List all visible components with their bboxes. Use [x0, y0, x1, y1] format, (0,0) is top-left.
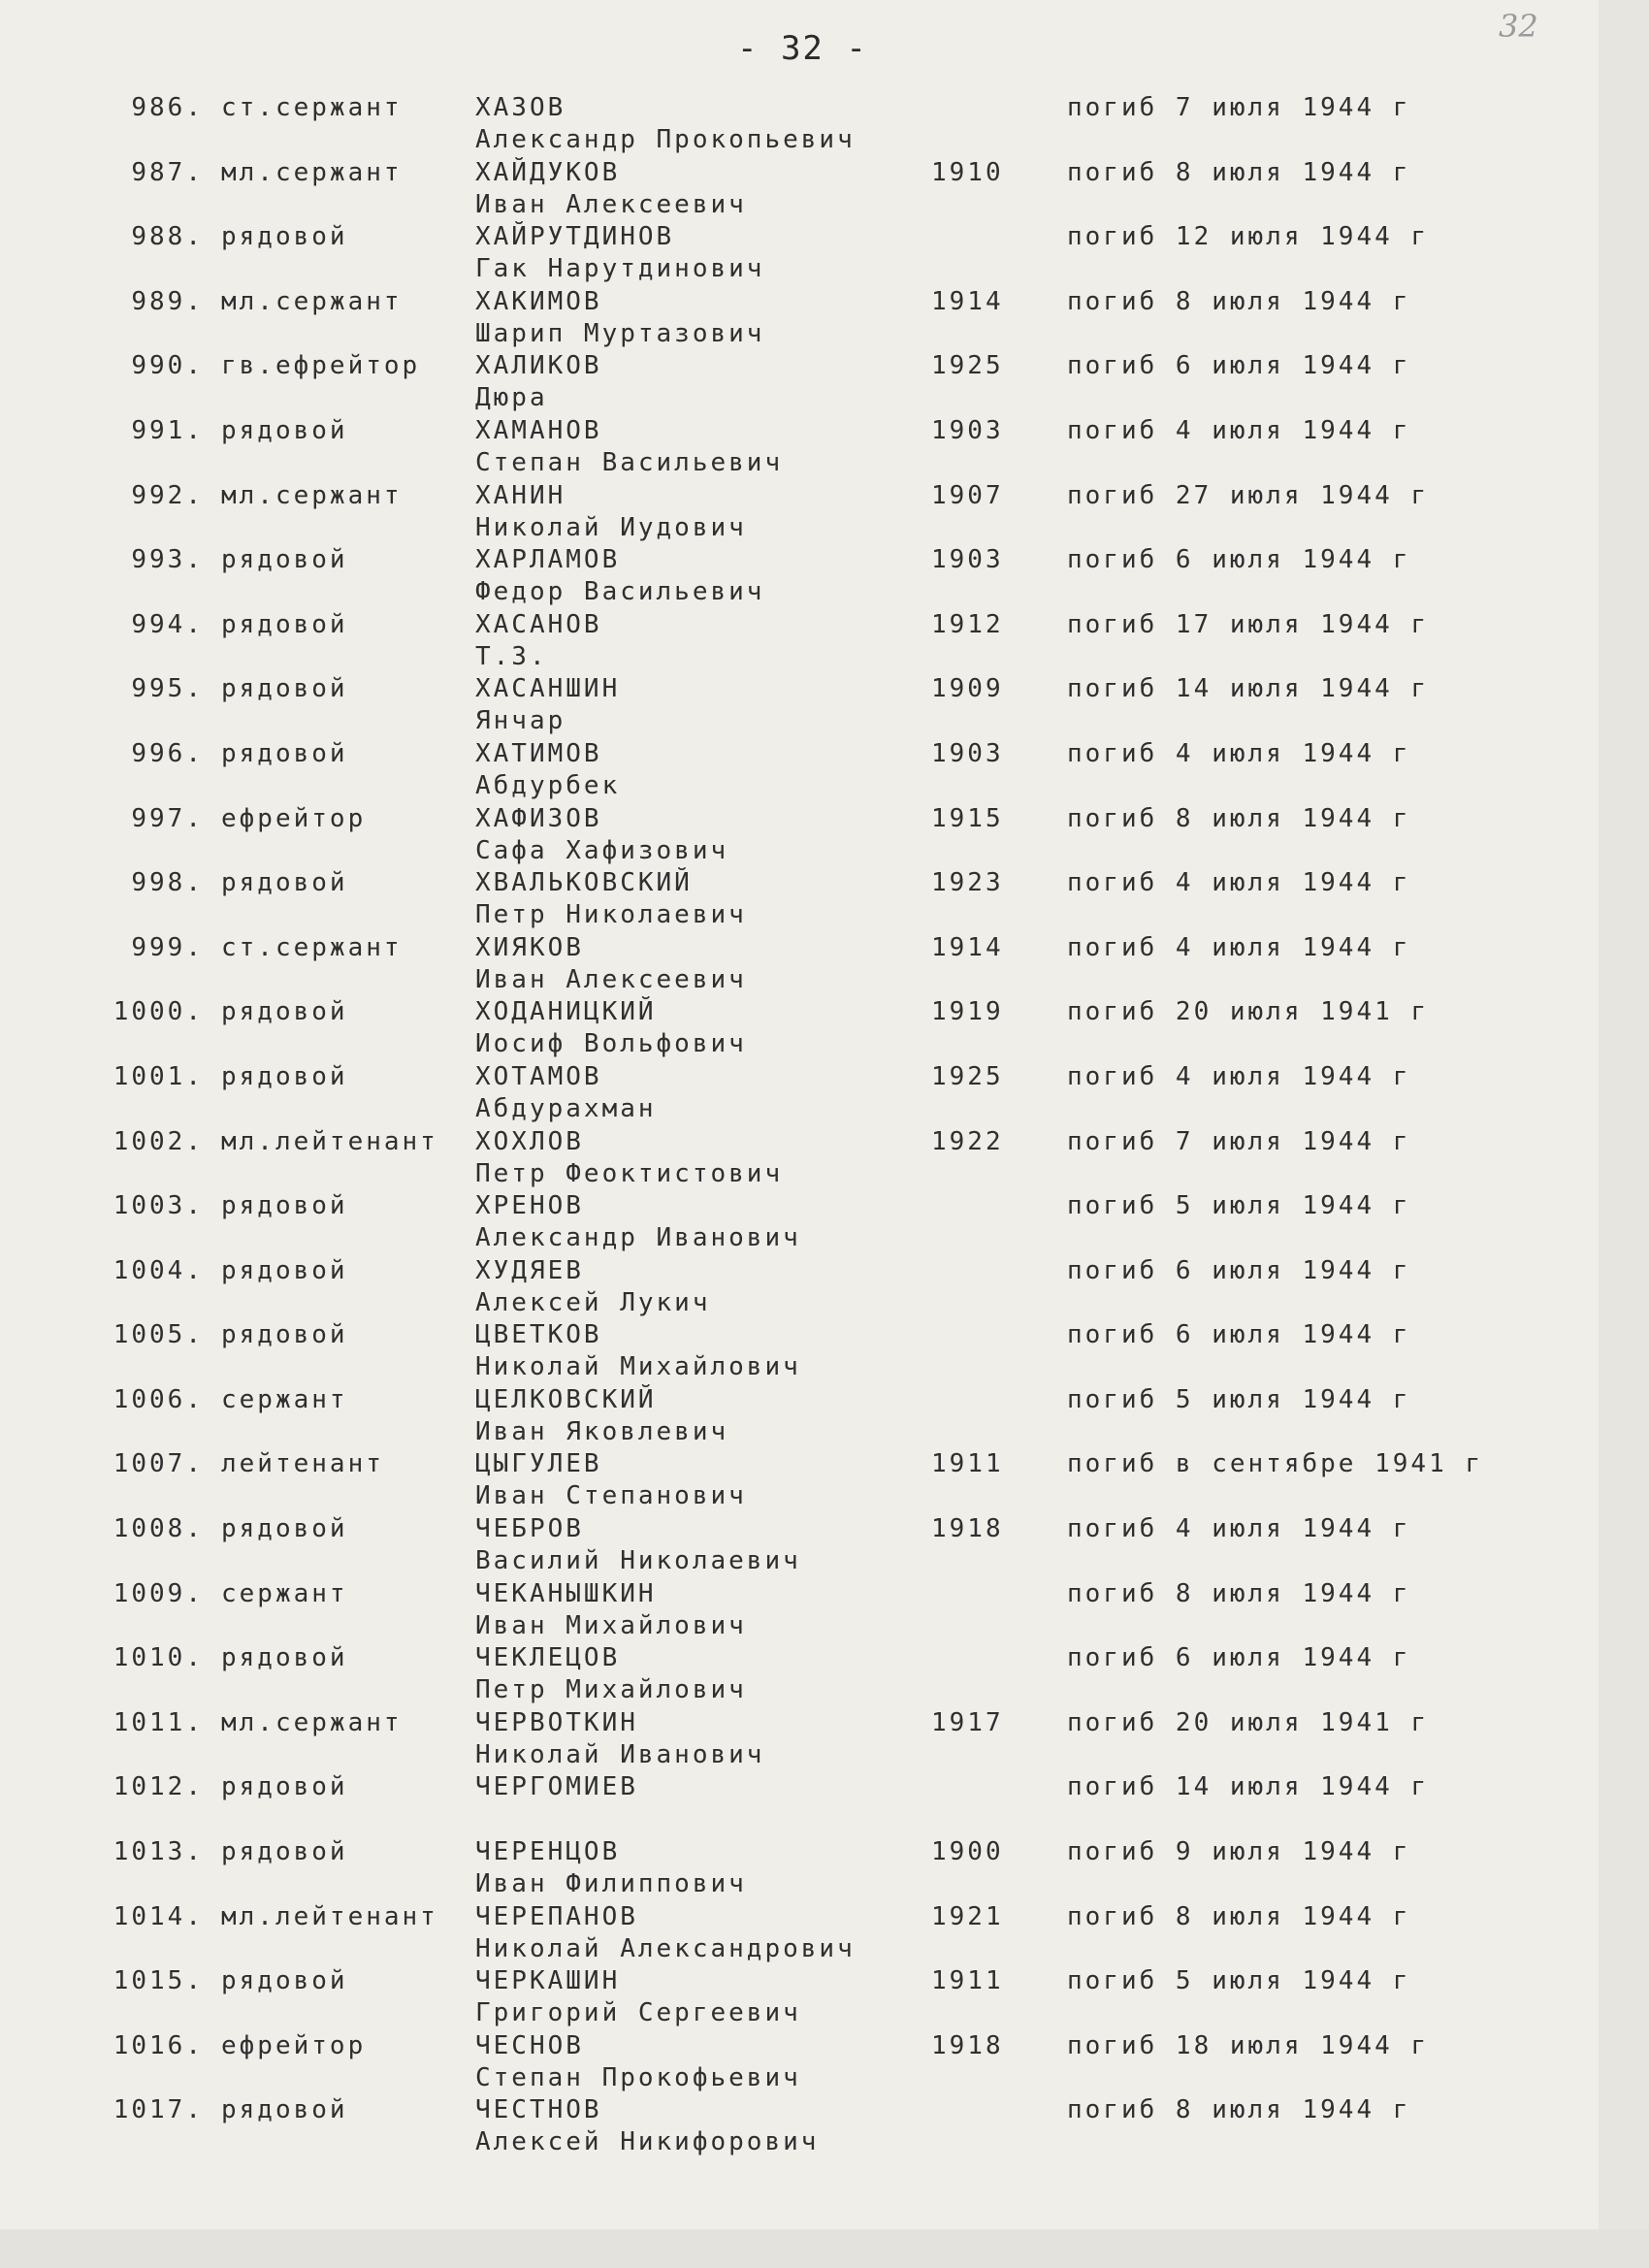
entry-number: 995.	[131, 674, 204, 704]
entry-number: 987.	[131, 157, 204, 187]
birth-year: 1925	[931, 351, 1004, 381]
given-names: Петр Николаевич	[475, 900, 747, 930]
rank: сержант	[221, 1578, 348, 1608]
entry-number: 989.	[131, 286, 204, 316]
fate: погиб 20 июля 1941 г	[1067, 1707, 1430, 1737]
entry-number: 1011.	[113, 1707, 204, 1737]
rank: рядовой	[221, 1320, 348, 1350]
birth-year: 1922	[931, 1126, 1004, 1156]
fate: погиб 8 июля 1944 г	[1067, 2095, 1411, 2125]
rank: рядовой	[221, 545, 348, 575]
surname: ХАФИЗОВ	[475, 803, 602, 833]
surname: ХАЙДУКОВ	[475, 157, 621, 187]
surname: ЧЕСНОВ	[475, 2030, 584, 2060]
list-item	[0, 1708, 1649, 1773]
surname: ЧЕКАНЫШКИН	[475, 1578, 657, 1608]
birth-year: 1915	[931, 803, 1004, 833]
given-names: Николай Иудович	[475, 512, 747, 542]
entry-number: 999.	[131, 932, 204, 962]
fate: погиб 5 июля 1944 г	[1067, 1191, 1411, 1221]
surname: ЧЕБРОВ	[475, 1514, 584, 1544]
rank: рядовой	[221, 1514, 348, 1544]
given-names: Дюра	[475, 383, 548, 413]
fate: погиб 9 июля 1944 г	[1067, 1837, 1411, 1867]
entry-number: 997.	[131, 803, 204, 833]
entry-number: 1003.	[113, 1191, 204, 1221]
fate: погиб 18 июля 1944 г	[1067, 2030, 1430, 2060]
rank: рядовой	[221, 674, 348, 704]
fate: погиб 6 июля 1944 г	[1067, 1643, 1411, 1673]
birth-year: 1903	[931, 415, 1004, 445]
entry-number: 992.	[131, 480, 204, 510]
list-item	[0, 739, 1649, 804]
fate: погиб 8 июля 1944 г	[1067, 803, 1411, 833]
rank: рядовой	[221, 1643, 348, 1673]
rank: рядовой	[221, 609, 348, 639]
fate: погиб 6 июля 1944 г	[1067, 351, 1411, 381]
birth-year: 1914	[931, 286, 1004, 316]
rank: ефрейтор	[221, 2030, 367, 2060]
entry-number: 1014.	[113, 1901, 204, 1931]
rank: рядовой	[221, 1966, 348, 1996]
fate: погиб 14 июля 1944 г	[1067, 674, 1430, 704]
list-item	[0, 2031, 1649, 2096]
entry-number: 1015.	[113, 1966, 204, 1996]
surname: ХАЙРУТДИНОВ	[475, 222, 675, 252]
list-item	[0, 1062, 1649, 1127]
list-item	[0, 481, 1649, 546]
birth-year: 1909	[931, 674, 1004, 704]
surname: ХОХЛОВ	[475, 1126, 584, 1156]
surname: ХАМАНОВ	[475, 415, 602, 445]
birth-year: 1910	[931, 157, 1004, 187]
given-names: Абдурахман	[475, 1093, 657, 1123]
entry-number: 991.	[131, 415, 204, 445]
surname: ЧЕРЕПАНОВ	[475, 1901, 638, 1931]
entry-number: 1017.	[113, 2095, 204, 2125]
given-names: Иван Степанович	[475, 1481, 747, 1511]
fate: погиб 4 июля 1944 г	[1067, 868, 1411, 898]
casualty-list	[0, 93, 1649, 2160]
birth-year: 1911	[931, 1449, 1004, 1479]
given-names: Александр Иванович	[475, 1223, 801, 1253]
list-item	[0, 222, 1649, 287]
birth-year: 1918	[931, 2030, 1004, 2060]
birth-year: 1900	[931, 1837, 1004, 1867]
entry-number: 1007.	[113, 1449, 204, 1479]
fate: погиб 6 июля 1944 г	[1067, 1255, 1411, 1285]
list-item	[0, 351, 1649, 416]
fate: погиб 8 июля 1944 г	[1067, 1578, 1411, 1608]
list-item	[0, 545, 1649, 610]
entry-number: 1004.	[113, 1255, 204, 1285]
list-item	[0, 1320, 1649, 1385]
entry-number: 998.	[131, 868, 204, 898]
rank: мл.сержант	[221, 286, 403, 316]
surname: ХУДЯЕВ	[475, 1255, 584, 1285]
list-item	[0, 1837, 1649, 1902]
surname: ХАНИН	[475, 480, 566, 510]
rank: рядовой	[221, 1061, 348, 1091]
surname: ХАСАНШИН	[475, 674, 621, 704]
list-item	[0, 2095, 1649, 2160]
entry-number: 994.	[131, 609, 204, 639]
surname: ЦЕЛКОВСКИЙ	[475, 1384, 657, 1414]
fate: погиб в сентябре 1941 г	[1067, 1449, 1484, 1479]
surname: ХОТАМОВ	[475, 1061, 602, 1091]
entry-number: 1000.	[113, 997, 204, 1027]
given-names: Федор Васильевич	[475, 577, 765, 607]
rank: мл.сержант	[221, 157, 403, 187]
entry-number: 1006.	[113, 1384, 204, 1414]
rank: рядовой	[221, 868, 348, 898]
list-item	[0, 416, 1649, 481]
list-item	[0, 93, 1649, 158]
surname: ЦВЕТКОВ	[475, 1320, 602, 1350]
given-names: Абдурбек	[475, 770, 621, 800]
entry-number: 1008.	[113, 1514, 204, 1544]
rank: мл.сержант	[221, 1707, 403, 1737]
fate: погиб 4 июля 1944 г	[1067, 415, 1411, 445]
fate: погиб 12 июля 1944 г	[1067, 222, 1430, 252]
list-item	[0, 933, 1649, 998]
rank: рядовой	[221, 415, 348, 445]
page-number: - 32 -	[737, 29, 868, 68]
rank: ст.сержант	[221, 932, 403, 962]
fate: погиб 27 июля 1944 г	[1067, 480, 1430, 510]
fate: погиб 8 июля 1944 г	[1067, 1901, 1411, 1931]
birth-year: 1925	[931, 1061, 1004, 1091]
list-item	[0, 1514, 1649, 1579]
surname: ХАТИМОВ	[475, 738, 602, 768]
given-names: Алексей Никифорович	[475, 2127, 820, 2157]
list-item	[0, 1643, 1649, 1708]
rank: рядовой	[221, 2095, 348, 2125]
fate: погиб 17 июля 1944 г	[1067, 609, 1430, 639]
list-item	[0, 1127, 1649, 1192]
birth-year: 1923	[931, 868, 1004, 898]
entry-number: 986.	[131, 93, 204, 122]
given-names: Петр Феоктистович	[475, 1158, 784, 1188]
fate: погиб 8 июля 1944 г	[1067, 286, 1411, 316]
rank: рядовой	[221, 222, 348, 252]
list-item	[0, 997, 1649, 1062]
rank: рядовой	[221, 1191, 348, 1221]
fate: погиб 4 июля 1944 г	[1067, 1061, 1411, 1091]
fate: погиб 6 июля 1944 г	[1067, 545, 1411, 575]
rank: мл.лейтенант	[221, 1126, 438, 1156]
fate: погиб 14 июля 1944 г	[1067, 1772, 1430, 1802]
list-item	[0, 1902, 1649, 1967]
given-names: Алексей Лукич	[475, 1287, 711, 1317]
entry-number: 1001.	[113, 1061, 204, 1091]
list-item	[0, 1579, 1649, 1644]
birth-year: 1914	[931, 932, 1004, 962]
given-names: Иван Алексеевич	[475, 964, 747, 994]
entry-number: 1005.	[113, 1320, 204, 1350]
scan-edge-bottom	[0, 2229, 1649, 2268]
given-names: Иван Михайлович	[475, 1610, 747, 1640]
surname: ХАРЛАМОВ	[475, 545, 621, 575]
entry-number: 993.	[131, 545, 204, 575]
rank: сержант	[221, 1384, 348, 1414]
entry-number: 1009.	[113, 1578, 204, 1608]
given-names: Николай Иванович	[475, 1739, 765, 1769]
surname: ХАЛИКОВ	[475, 351, 602, 381]
surname: ХАЗОВ	[475, 93, 566, 122]
entry-number: 990.	[131, 351, 204, 381]
surname: ХИЯКОВ	[475, 932, 584, 962]
rank: рядовой	[221, 1255, 348, 1285]
rank: ефрейтор	[221, 803, 367, 833]
list-item	[0, 1191, 1649, 1256]
given-names: Иван Филиппович	[475, 1869, 747, 1899]
list-item	[0, 1449, 1649, 1514]
fate: погиб 20 июля 1941 г	[1067, 997, 1430, 1027]
rank: лейтенант	[221, 1449, 384, 1479]
given-names: Сафа Хафизович	[475, 835, 729, 865]
fate: погиб 7 июля 1944 г	[1067, 93, 1411, 122]
entry-number: 1013.	[113, 1837, 204, 1867]
entry-number: 1010.	[113, 1643, 204, 1673]
rank: рядовой	[221, 997, 348, 1027]
given-names: Николай Михайлович	[475, 1352, 801, 1382]
rank: рядовой	[221, 1772, 348, 1802]
given-names: Григорий Сергеевич	[475, 1998, 801, 2028]
given-names: Янчар	[475, 706, 566, 736]
given-names: Степан Васильевич	[475, 447, 784, 477]
given-names: Василий Николаевич	[475, 1546, 801, 1576]
fate: погиб 7 июля 1944 г	[1067, 1126, 1411, 1156]
rank: рядовой	[221, 738, 348, 768]
given-names: Степан Прокофьевич	[475, 2062, 801, 2092]
surname: ХАКИМОВ	[475, 286, 602, 316]
given-names: Петр Михайлович	[475, 1675, 747, 1705]
given-names: Александр Прокопьевич	[475, 125, 856, 154]
rank: гв.ефрейтор	[221, 351, 421, 381]
rank: мл.лейтенант	[221, 1901, 438, 1931]
rank: ст.сержант	[221, 93, 403, 122]
list-item	[0, 674, 1649, 739]
fate: погиб 4 июля 1944 г	[1067, 738, 1411, 768]
list-item	[0, 1966, 1649, 2031]
rank: мл.сержант	[221, 480, 403, 510]
surname: ЧЕРЕНЦОВ	[475, 1837, 621, 1867]
given-names: Иван Яковлевич	[475, 1416, 729, 1446]
birth-year: 1907	[931, 480, 1004, 510]
entry-number: 1002.	[113, 1126, 204, 1156]
given-names: Иосиф Вольфович	[475, 1029, 747, 1059]
rank: рядовой	[221, 1837, 348, 1867]
fate: погиб 5 июля 1944 г	[1067, 1966, 1411, 1996]
given-names: Иван Алексеевич	[475, 189, 747, 219]
birth-year: 1903	[931, 545, 1004, 575]
given-names: Николай Александрович	[475, 1933, 856, 1963]
surname: ХАСАНОВ	[475, 609, 602, 639]
fate: погиб 4 июля 1944 г	[1067, 932, 1411, 962]
birth-year: 1917	[931, 1707, 1004, 1737]
entry-number: 996.	[131, 738, 204, 768]
list-item	[0, 610, 1649, 675]
given-names: Гак Нарутдинович	[475, 254, 765, 284]
birth-year: 1911	[931, 1966, 1004, 1996]
surname: ЧЕРВОТКИН	[475, 1707, 638, 1737]
surname: ХРЕНОВ	[475, 1191, 584, 1221]
entry-number: 1012.	[113, 1772, 204, 1802]
list-item	[0, 868, 1649, 933]
surname: ЧЕРГОМИЕВ	[475, 1772, 638, 1802]
fate: погиб 4 июля 1944 г	[1067, 1514, 1411, 1544]
entry-number: 1016.	[113, 2030, 204, 2060]
surname: ЧЕКЛЕЦОВ	[475, 1643, 621, 1673]
given-names: Шарип Муртазович	[475, 318, 765, 348]
fate: погиб 8 июля 1944 г	[1067, 157, 1411, 187]
handwritten-page-mark: 32	[1499, 8, 1538, 45]
surname: ХОДАНИЦКИЙ	[475, 997, 657, 1027]
given-names: Т.З.	[475, 641, 548, 671]
birth-year: 1912	[931, 609, 1004, 639]
fate: погиб 5 июля 1944 г	[1067, 1384, 1411, 1414]
list-item	[0, 287, 1649, 352]
list-item	[0, 804, 1649, 869]
surname: ЦЫГУЛЕВ	[475, 1449, 602, 1479]
fate: погиб 6 июля 1944 г	[1067, 1320, 1411, 1350]
surname: ЧЕСТНОВ	[475, 2095, 602, 2125]
surname: ЧЕРКАШИН	[475, 1966, 621, 1996]
entry-number: 988.	[131, 222, 204, 252]
list-item	[0, 1256, 1649, 1321]
birth-year: 1919	[931, 997, 1004, 1027]
birth-year: 1921	[931, 1901, 1004, 1931]
birth-year: 1903	[931, 738, 1004, 768]
list-item	[0, 1385, 1649, 1450]
birth-year: 1918	[931, 1514, 1004, 1544]
list-item	[0, 158, 1649, 223]
surname: ХВАЛЬКОВСКИЙ	[475, 868, 693, 898]
list-item	[0, 1772, 1649, 1837]
